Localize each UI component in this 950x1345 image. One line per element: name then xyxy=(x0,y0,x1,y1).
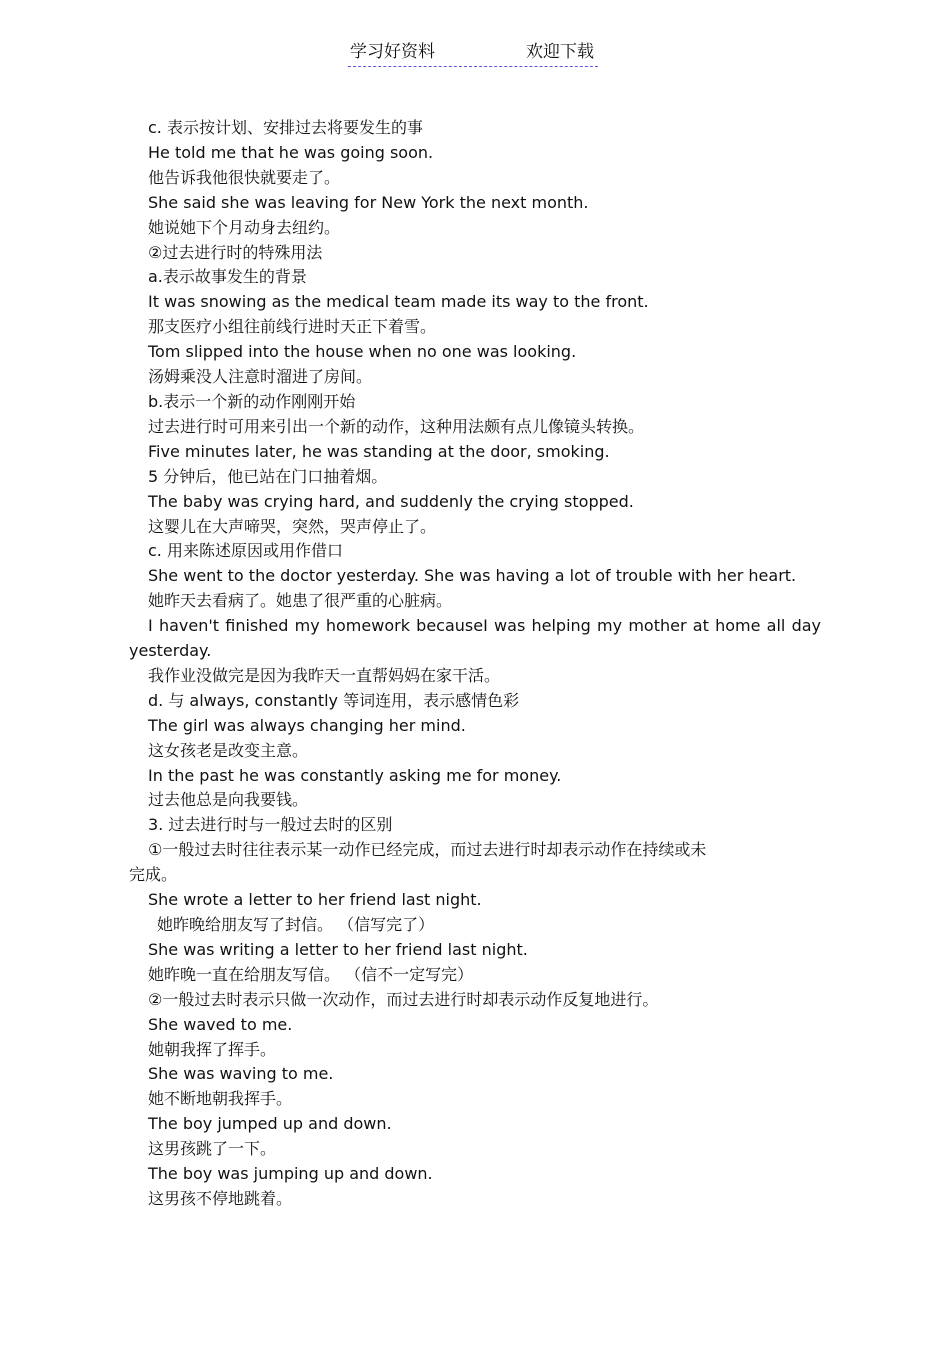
header-right-text: 欢迎下载 xyxy=(526,42,594,62)
text-line: She said she was leaving for New York the next month. xyxy=(148,192,589,212)
text-line: 她昨天去看病了。她患了很严重的心脏病。 xyxy=(148,591,453,611)
text-line: Tom slipped into the house when no one was looking. xyxy=(148,342,577,362)
text-line: The boy jumped up and down. xyxy=(148,1114,392,1134)
text-line: ②过去进行时的特殊用法 xyxy=(148,242,323,262)
text-line: 她不断地朝我挥手。 xyxy=(148,1089,293,1109)
text-line: The girl was always changing her mind. xyxy=(148,715,466,735)
text-line: 汤姆乘没人注意时溜进了房间。 xyxy=(148,367,373,387)
text-line: c. 表示按计划、安排过去将要发生的事 xyxy=(148,118,423,137)
text-line: b.表示一个新的动作刚刚开始 xyxy=(148,391,356,411)
text-line: 过去他总是向我要钱。 xyxy=(148,790,309,810)
text-line: 这女孩老是改变主意。 xyxy=(148,740,309,760)
text-line: Five minutes later, he was standing at the door, smoking. xyxy=(148,441,610,461)
text-line: 这男孩不停地跳着。 xyxy=(148,1188,293,1208)
text-line: 我作业没做完是因为我昨天一直帮妈妈在家干活。 xyxy=(148,665,501,685)
text-line: In the past he was constantly asking me for money. xyxy=(148,765,562,785)
text-line: 5 分钟后，他已站在门口抽着烟。 xyxy=(148,466,388,486)
text-line: c. 用来陈述原因或用作借口 xyxy=(148,541,343,561)
text-line: She was waving to me. xyxy=(148,1064,334,1084)
text-line: I haven't finished my homework becauseI was helping my mother at home all day xyxy=(148,616,821,636)
header-left-text: 学习好资料 xyxy=(350,42,435,62)
text-line: 这婴儿在大声啼哭，突然，哭声停止了。 xyxy=(148,516,437,536)
text-line: 她朝我挥了挥手。 xyxy=(148,1039,277,1059)
document-body xyxy=(129,116,821,1212)
text-line: 完成。 xyxy=(129,865,178,885)
text-line: She went to the doctor yesterday. She was having a lot of trouble with her heart. xyxy=(148,566,797,586)
text-line: d. 与 always, constantly 等词连用，表示感情色彩 xyxy=(148,690,520,710)
text-line: 她昨晚给朋友写了封信。 （信写完了） xyxy=(157,915,435,934)
text-line: She wrote a letter to her friend last night. xyxy=(148,890,482,910)
text-line: ②一般过去时表示只做一次动作，而过去进行时却表示动作反复地进行。 xyxy=(148,989,659,1009)
text-line: 那支医疗小组往前线行进时天正下着雪。 xyxy=(148,317,437,337)
text-line: She waved to me. xyxy=(148,1014,293,1034)
text-line: ①一般过去时往往表示某一动作已经完成，而过去进行时却表示动作在持续或未 xyxy=(148,840,707,860)
text-line: 她昨晚一直在给朋友写信。 （信不一定写完） xyxy=(148,964,474,984)
text-line: 3. 过去进行时与一般过去时的区别 xyxy=(148,815,393,835)
text-line: It was snowing as the medical team made its way to the front. xyxy=(148,292,649,312)
page-header xyxy=(348,40,598,67)
text-line: The baby was crying hard, and suddenly the crying stopped. xyxy=(148,491,634,511)
text-line: a.表示故事发生的背景 xyxy=(148,267,307,287)
text-line: He told me that he was going soon. xyxy=(148,142,434,162)
text-line: 她说她下个月动身去纽约。 xyxy=(148,217,341,237)
text-line: She was writing a letter to her friend last night. xyxy=(148,939,528,959)
text-line: The boy was jumping up and down. xyxy=(148,1164,433,1184)
text-line: 这男孩跳了一下。 xyxy=(148,1139,277,1159)
text-line: yesterday. xyxy=(129,641,212,661)
text-line: 过去进行时可用来引出一个新的动作，这种用法颇有点儿像镜头转换。 xyxy=(148,416,645,436)
text-line: 他告诉我他很快就要走了。 xyxy=(148,167,341,187)
